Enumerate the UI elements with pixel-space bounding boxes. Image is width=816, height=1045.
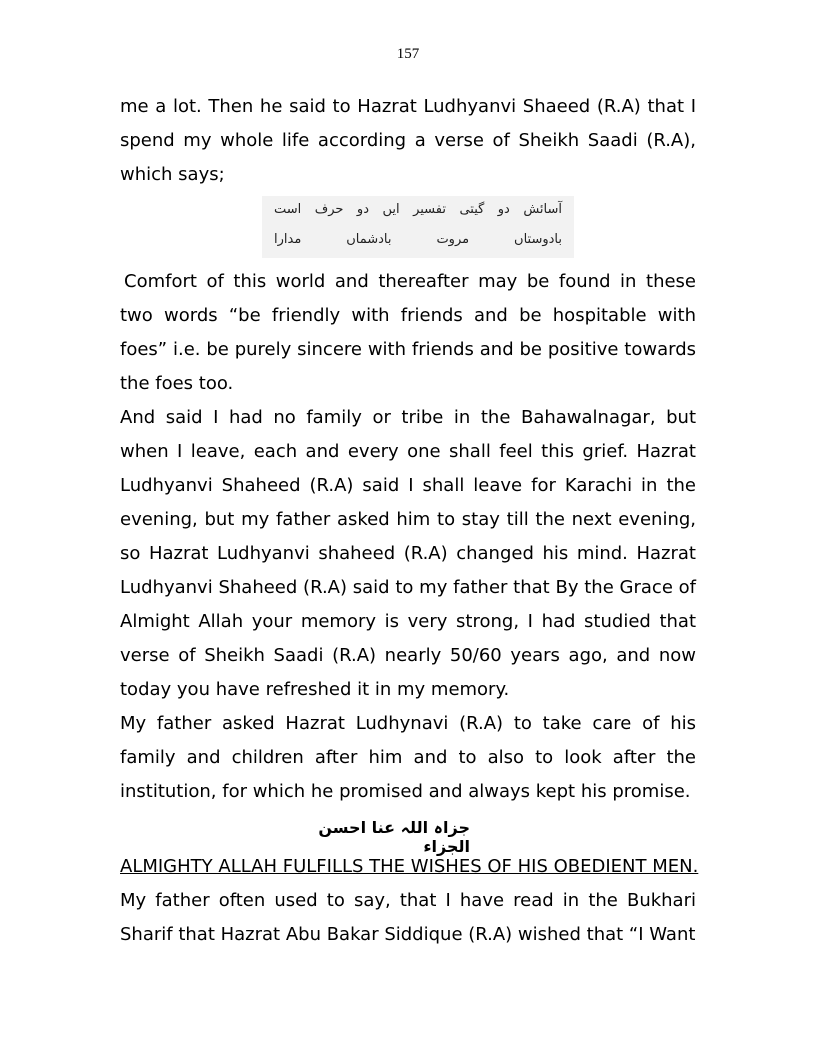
paragraph-intro <box>120 90 696 192</box>
paragraph-translation <box>120 265 696 401</box>
paragraph-text: My father asked Hazrat Ludhynavi (R.A) to take care of his family and children after him and to also to look after the institution, for which he promised and always kept his promise. <box>120 713 696 802</box>
verse-word: بادوستاں <box>514 232 562 247</box>
paragraph-story <box>120 401 696 809</box>
verse-word: گیتی <box>459 202 485 217</box>
verse-word: دو <box>497 202 510 217</box>
verse-word: مدارا <box>274 232 302 247</box>
section-heading: ALMIGHTY ALLAH FULFILLS THE WISHES OF HIS OBEDIENT MEN. <box>120 856 699 877</box>
verse-word: تفسیر <box>413 202 446 217</box>
page-number: 157 <box>396 46 420 62</box>
verse-word: بادشماں <box>346 232 392 247</box>
paragraph-text: My father often used to say, that I have read in the Bukhari Sharif that Hazrat Abu Bakar Siddique (R.A) wished that “I Want <box>120 890 696 945</box>
verse-line-2 <box>274 232 562 247</box>
verse-word: ایں <box>382 202 400 217</box>
verse-word: است <box>274 202 302 217</box>
verse-word: مروت <box>436 232 470 247</box>
verse-line-1 <box>274 202 562 217</box>
paragraph-text: And said I had no family or tribe in the Bahawalnagar, but when I leave, each and every one shall feel this grief. Hazrat Ludhyanvi Shaheed (R.A) said I shall leave for Karachi in the evening, but my father asked him to stay till the next evening, so Hazrat Ludhyanvi shaheed (R.A) changed his mind. Hazrat Ludhyanvi Shaheed (R.A) said to my father that By the Grace of Almight Allah your memory is very strong, I had studied that verse of Sheikh Saadi (R.A) nearly 50/60 years ago, and now today you have refreshed it in my memory. <box>120 407 696 700</box>
paragraph-continuation <box>120 884 696 952</box>
arabic-dua: جزاہ اللہ عنا احسن الجزاء <box>318 818 470 856</box>
persian-verse-image <box>262 196 574 258</box>
paragraph-text: me a lot. Then he said to Hazrat Ludhyanvi Shaeed (R.A) that I spend my whole life according a verse of Sheikh Saadi (R.A), which says; <box>120 96 696 185</box>
verse-word: حرف <box>314 202 344 217</box>
verse-word: دو <box>356 202 369 217</box>
paragraph-text: Comfort of this world and thereafter may be found in these two words “be friendly with friends and be hospitable with foes” i.e. be purely sincere with friends and be positive towards the foes too. <box>120 271 696 394</box>
verse-word: آسائش <box>523 202 562 217</box>
